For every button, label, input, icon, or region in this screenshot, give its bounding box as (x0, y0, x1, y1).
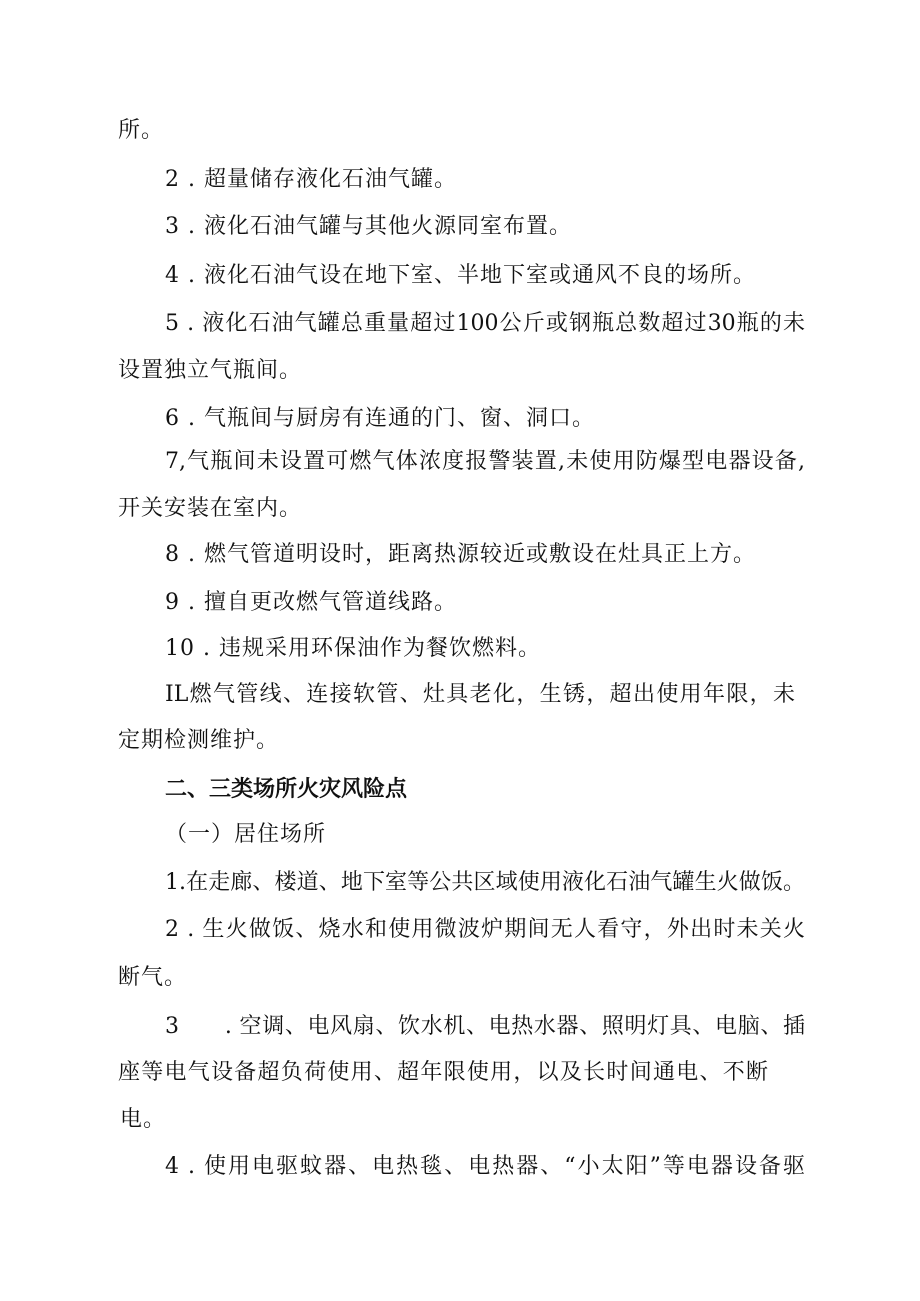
subsection-heading: （一）居住场所 (165, 822, 327, 847)
list-item-3-b-cont2: 电。 (120, 1107, 167, 1132)
list-item-3-b-cont: 座等电气设备超负荷使用、超年限使用，以及长时间通电、不断 (118, 1060, 768, 1085)
list-item-3: 3 . 液化石油气罐与其他火源同室布置。 (165, 214, 572, 239)
list-item-7: 7,气瓶间未设置可燃气体浓度报警装置,未使用防爆型电器设备, (165, 449, 805, 474)
list-item-1: 1.在走廊、楼道、地下室等公共区域使用液化石油气罐生火做饭。 (165, 870, 805, 895)
list-item-5: 5 . 液化石油气罐总重量超过100公斤或钢瓶总数超过30瓶的未 (165, 311, 805, 336)
list-item-7-cont: 开关安装在室内。 (118, 496, 303, 521)
list-item-2-b: 2 . 生火做饭、烧水和使用微波炉期间无人看守，外出时未关火 (165, 917, 805, 942)
list-item-5-cont: 设置独立气瓶间。 (118, 358, 303, 383)
list-item-9: 9 . 擅自更改燃气管道线路。 (165, 590, 457, 615)
list-item-8: 8 . 燃气管道明设时，距离热源较近或敷设在灶具正上方。 (165, 542, 756, 567)
section-heading: 二、三类场所火灾风险点 (165, 777, 408, 802)
list-item-6: 6 . 气瓶间与厨房有连通的门、窗、洞口。 (165, 406, 595, 431)
list-item-4-b: 4 . 使用电驱蚊器、电热毯、电热器、“小太阳”等电器设备驱 (165, 1154, 805, 1179)
list-item-2-b-cont: 断气。 (118, 965, 188, 990)
list-item-11-cont: 定期检测维护。 (118, 728, 280, 753)
list-item-10: 10 . 违规采用环保油作为餐饮燃料。 (165, 636, 541, 661)
list-item-4: 4 . 液化石油气设在地下室、半地下室或通风不良的场所。 (165, 263, 756, 288)
list-item-3-b: 3 . 空调、电风扇、饮水机、电热水器、照明灯具、电脑、插 (165, 1014, 805, 1039)
text-line-continuation: 所。 (118, 118, 165, 143)
list-item-11: IL燃气管线、连接软管、灶具老化，生锈，超出使用年限，未 (165, 682, 795, 707)
list-item-2: 2 . 超量储存液化石油气罐。 (165, 167, 457, 192)
